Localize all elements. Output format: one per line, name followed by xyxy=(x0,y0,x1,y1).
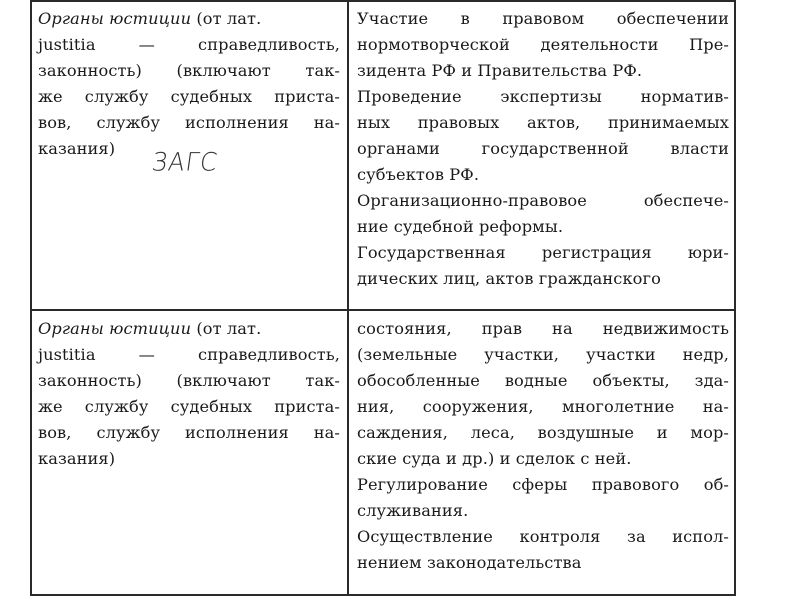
row2-left-line-2: justitia — справедливость, xyxy=(38,345,340,364)
row2-right-line-9: Осуществление контроля за испол- xyxy=(357,527,729,546)
row1-right-line-9: ние судебной реформы. xyxy=(357,217,564,236)
row1-right-line-5: ных правовых актов, принимаемых xyxy=(357,113,729,132)
row1-right-line-2: нормотворческой деятельности Пре- xyxy=(357,35,729,54)
row2-right-line-10: нением законодательства xyxy=(357,553,582,572)
row1-right-line-4: Проведение экспертизы норматив- xyxy=(357,87,729,106)
row1-left-line-4: же службу судебных пристa- xyxy=(38,87,340,106)
row1-right-line-3: зидента РФ и Правительства РФ. xyxy=(357,61,643,80)
row1-left-line-3: законность) (включают так- xyxy=(38,61,340,80)
row2-left-line-4: же службу судебных пристa- xyxy=(38,397,340,416)
row2-right-line-7: Регулирование сферы правового об- xyxy=(357,475,729,494)
row2-right-line-2: (земельные участки, участки недр, xyxy=(357,345,729,364)
table-top-border xyxy=(30,0,735,2)
row2-right-line-6: ские суда и др.) и сделок с ней. xyxy=(357,449,632,468)
row1-right-line-11: дических лиц, актов гражданского xyxy=(357,269,661,288)
row2-right-line-8: служивания. xyxy=(357,501,469,520)
handwritten-note: ЗАГС xyxy=(149,147,220,177)
row1-left-text: (от лат. xyxy=(191,9,262,28)
row1-left-cell xyxy=(38,6,340,162)
row1-left-line-2: justitia — справедливость, xyxy=(38,35,340,54)
row1-right-line-7: субъектов РФ. xyxy=(357,165,480,184)
row2-right-line-3: обособленные водные объекты, зда- xyxy=(357,371,729,390)
row1-left-line-5: вов, службу исполнения на- xyxy=(38,113,340,132)
table-bottom-border xyxy=(30,594,735,596)
row2-right-line-1: состояния, прав на недвижимость xyxy=(357,319,729,338)
row1-left-title: Органы юстиции xyxy=(38,9,192,28)
row2-right-line-4: ния, сооружения, многолетние на- xyxy=(357,397,729,416)
table-right-border xyxy=(734,0,736,596)
row2-left-line-3: законность) (включают так- xyxy=(38,371,340,390)
row2-left-line-1 xyxy=(38,316,340,342)
table-row-divider xyxy=(30,309,735,311)
table-column-divider xyxy=(347,0,349,596)
row2-right-line-5: саждения, леса, воздушные и мор- xyxy=(357,423,729,442)
row1-right-cell xyxy=(357,6,729,292)
row2-left-title: Органы юстиции xyxy=(38,319,192,338)
row2-left-cell xyxy=(38,316,340,472)
row2-left-text: (от лат. xyxy=(191,319,262,338)
row2-left-line-6: казания) xyxy=(38,449,116,468)
row1-left-line-6: казания) xyxy=(38,139,116,158)
row1-right-line-6: органами государственной власти xyxy=(357,139,729,158)
row2-right-cell xyxy=(357,316,729,576)
table-left-border xyxy=(30,0,32,596)
row1-right-line-10: Государственная регистрация юри- xyxy=(357,243,729,262)
row2-left-line-5: вов, службу исполнения на- xyxy=(38,423,340,442)
row1-right-line-1: Участие в правовом обеспечении xyxy=(357,9,729,28)
row1-right-line-8: Организационно-правовое обеспече- xyxy=(357,191,729,210)
row1-left-line-1 xyxy=(38,6,340,32)
